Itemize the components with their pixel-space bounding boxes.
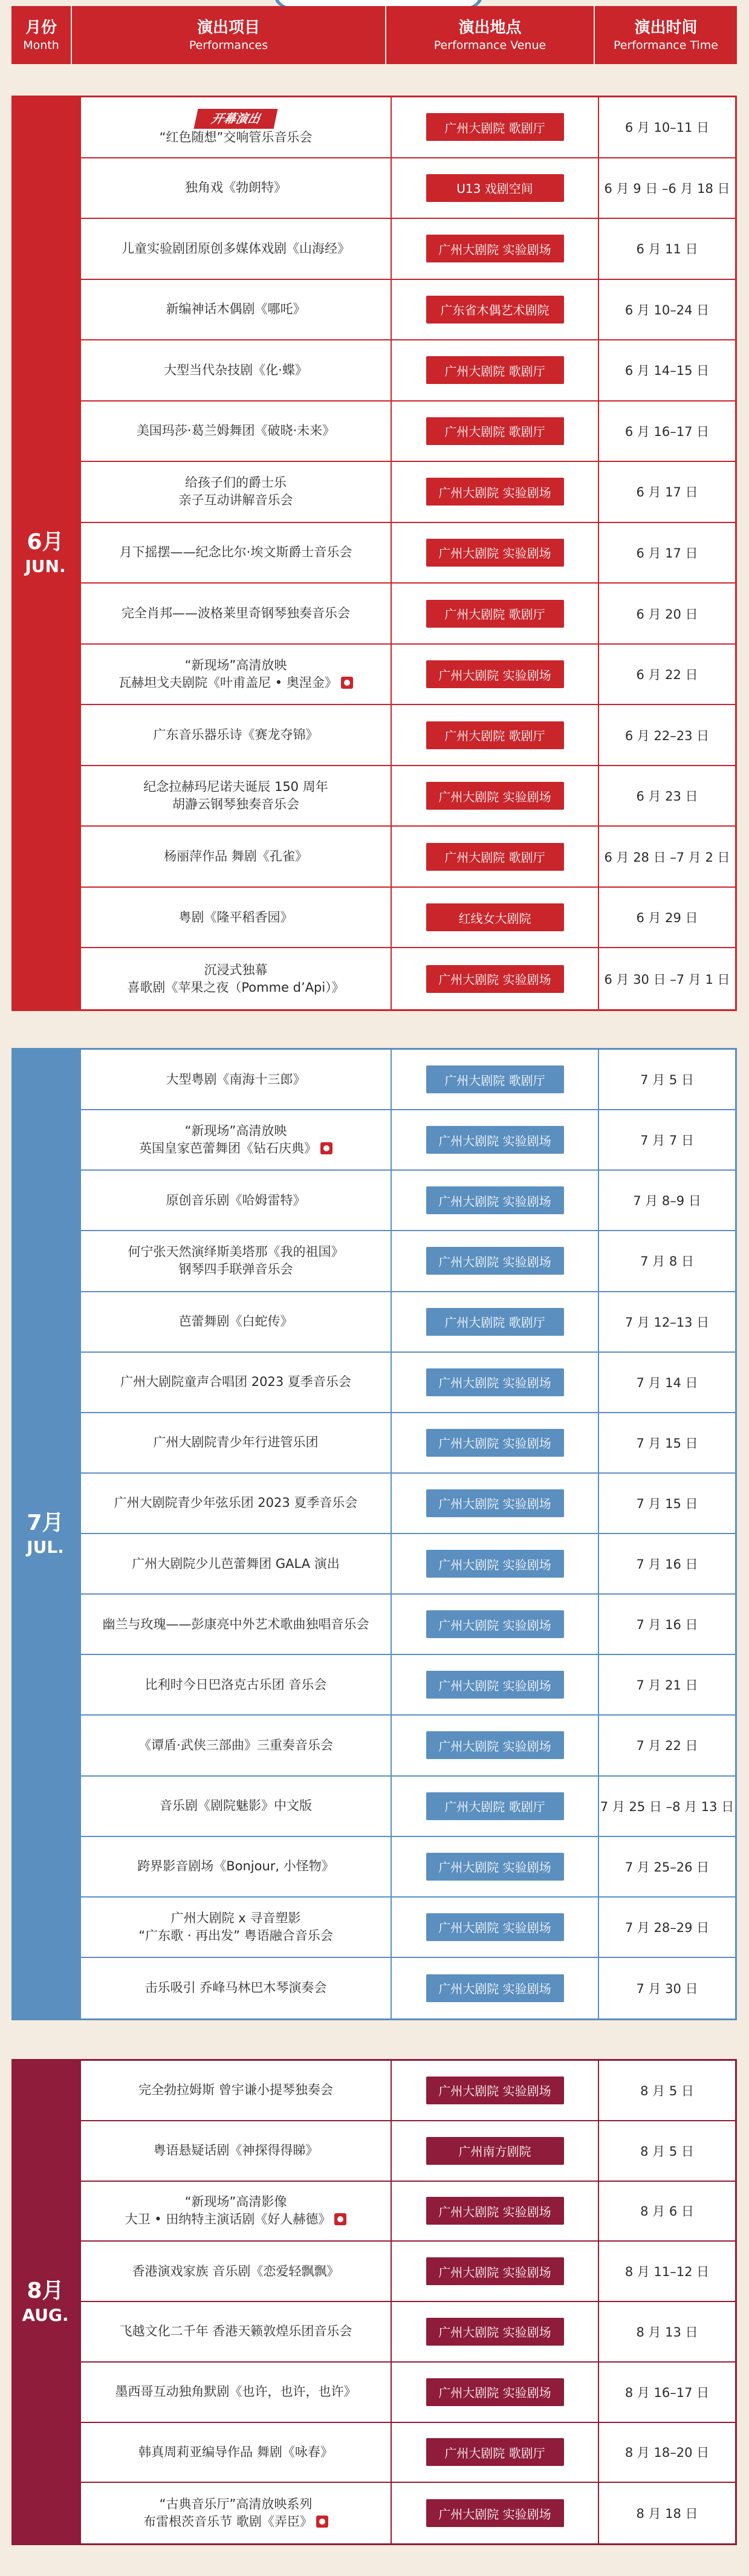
performance-time: 7 月 21 日 bbox=[636, 1678, 698, 1693]
header-time: 演出时间 Performance Time bbox=[614, 19, 718, 52]
performance-line: “红色随想”交响管乐音乐会 bbox=[159, 130, 313, 145]
performance-time: 6 月 9 日 –6 月 18 日 bbox=[604, 181, 730, 196]
performance-time: 6 月 16–17 日 bbox=[624, 424, 710, 439]
table-row[interactable] bbox=[81, 1110, 735, 1171]
performance-line: 飞越文化二千年 香港天籁敦煌乐团音乐会 bbox=[119, 2324, 352, 2339]
performance-title bbox=[81, 584, 391, 643]
performance-title bbox=[81, 1171, 391, 1230]
venue-cell bbox=[391, 948, 599, 1009]
table-row[interactable] bbox=[81, 1353, 735, 1413]
performance-line: 大型粤剧《南海十三郎》 bbox=[166, 1072, 306, 1087]
performance-line: “新现场”高清影像 bbox=[184, 2194, 287, 2210]
performance-title bbox=[81, 2182, 391, 2241]
performance-line: 大卫 • 田纳特主演话剧《好人赫德》 bbox=[125, 2211, 347, 2228]
venue-cell bbox=[391, 340, 599, 400]
performance-line: “新现场”高清放映 bbox=[184, 658, 287, 673]
performance-time: 8 月 13 日 bbox=[636, 2324, 698, 2340]
venue-tag: 广州大剧院 实验剧场 bbox=[426, 539, 564, 567]
venue-cell bbox=[391, 402, 599, 461]
performance-line: 韩真周莉亚编导作品 舞剧《咏春》 bbox=[138, 2444, 333, 2459]
venue-tag: 红线女大剧院 bbox=[426, 903, 564, 931]
venue-tag: 广州大剧院 实验剧场 bbox=[426, 1671, 564, 1699]
performance-line: 何宁张天然演绎斯美塔那《我的祖国》 bbox=[128, 1244, 344, 1260]
performance-line: 亲子互动讲解音乐会 bbox=[178, 493, 293, 508]
performance-title bbox=[81, 766, 391, 826]
table-row[interactable] bbox=[81, 1958, 735, 2018]
table-row[interactable] bbox=[81, 2423, 735, 2483]
performance-line: 广州大剧院青少年行进管乐团 bbox=[153, 1435, 319, 1450]
performance-line: 粤剧《隆平稻香园》 bbox=[178, 909, 293, 925]
venue-tag: 广州大剧院 实验剧场 bbox=[426, 1429, 564, 1457]
month-label-zh: 7月 bbox=[27, 1511, 64, 1535]
performance-time: 6 月 22–23 日 bbox=[624, 728, 710, 743]
performance-time: 7 月 8–9 日 bbox=[633, 1194, 701, 1209]
performance-title bbox=[81, 1110, 391, 1169]
venue-tag: 广州大剧院 实验剧场 bbox=[426, 1913, 564, 1941]
table-row[interactable] bbox=[81, 645, 735, 706]
performance-time: 7 月 15 日 bbox=[636, 1436, 698, 1451]
live-broadcast-icon bbox=[316, 2516, 328, 2528]
performance-title bbox=[81, 1050, 391, 1109]
performance-time: 8 月 16–17 日 bbox=[624, 2385, 710, 2400]
venue-tag: 广州大剧院 歌剧厅 bbox=[426, 1308, 564, 1336]
venue-tag: 广州大剧院 歌剧厅 bbox=[426, 1792, 564, 1820]
venue-tag: 广州大剧院 实验剧场 bbox=[426, 2378, 564, 2406]
venue-tag: 广州大剧院 实验剧场 bbox=[426, 1853, 564, 1881]
table-row[interactable] bbox=[81, 2302, 735, 2363]
performance-time: 7 月 30 日 bbox=[636, 1981, 698, 1996]
venue-cell bbox=[391, 1292, 599, 1351]
venue-cell bbox=[391, 1413, 599, 1472]
performance-line: 月下摇摆——纪念比尔·埃文斯爵士音乐会 bbox=[119, 545, 352, 560]
performance-time: 6 月 14–15 日 bbox=[624, 363, 710, 379]
performance-line: 粤语悬疑话剧《神探得得睇》 bbox=[153, 2143, 319, 2158]
performance-time: 7 月 22 日 bbox=[636, 1738, 698, 1754]
table-row[interactable] bbox=[81, 97, 735, 158]
performance-line: 给孩子们的爵士乐 bbox=[185, 475, 287, 490]
performance-line: 杨丽萍作品 舞剧《孔雀》 bbox=[164, 849, 308, 864]
table-row[interactable] bbox=[81, 888, 735, 949]
table-row[interactable] bbox=[81, 1534, 735, 1595]
opening-badge: 开幕演出 bbox=[193, 109, 277, 129]
venue-tag: 广州大剧院 歌剧厅 bbox=[426, 721, 564, 749]
performance-title bbox=[81, 158, 391, 218]
venue-cell bbox=[391, 888, 599, 948]
performance-title bbox=[81, 645, 391, 704]
venue-cell bbox=[391, 1958, 599, 2018]
performance-title bbox=[81, 340, 391, 400]
performance-line: 独角戏《勃朗特》 bbox=[185, 180, 287, 195]
table-header bbox=[11, 6, 737, 64]
table-row[interactable] bbox=[81, 2182, 735, 2242]
table-row[interactable] bbox=[81, 1231, 735, 1292]
performance-line: 击乐吸引 乔峰马林巴木琴演奏会 bbox=[144, 1980, 327, 1995]
venue-cell bbox=[391, 2182, 599, 2241]
rows-container bbox=[79, 1048, 737, 2020]
performance-line: 英国皇家芭蕾舞团《钻石庆典》 bbox=[139, 1140, 332, 1157]
venue-cell bbox=[391, 2483, 599, 2543]
table-row[interactable] bbox=[81, 523, 735, 584]
performance-title bbox=[81, 1474, 391, 1533]
venue-cell bbox=[391, 1474, 599, 1533]
header-performances: 演出项目 Performances bbox=[72, 6, 386, 64]
venue-cell bbox=[391, 158, 599, 218]
performance-title bbox=[81, 1958, 391, 2018]
performance-title bbox=[81, 1655, 391, 1714]
venue-tag: 广州大剧院 实验剧场 bbox=[426, 1550, 564, 1578]
table-row[interactable] bbox=[81, 462, 735, 523]
venue-cell bbox=[391, 1534, 599, 1593]
table-row[interactable] bbox=[81, 280, 735, 341]
venue-tag: 广州大剧院 实验剧场 bbox=[426, 2077, 564, 2104]
table-row[interactable] bbox=[81, 2242, 735, 2302]
performance-title bbox=[81, 1353, 391, 1412]
performance-time: 7 月 25 日 –8 月 13 日 bbox=[600, 1799, 734, 1814]
performance-time: 6 月 29 日 bbox=[636, 911, 698, 926]
venue-cell bbox=[391, 2363, 599, 2422]
table-row[interactable] bbox=[81, 1595, 735, 1655]
performance-title bbox=[81, 280, 391, 340]
performance-line: 胡瀞云钢琴独奏音乐会 bbox=[172, 797, 299, 812]
performance-line: 布雷根茨音乐节 歌剧《弄臣》 bbox=[143, 2513, 328, 2531]
performance-title bbox=[81, 1534, 391, 1593]
performance-title bbox=[81, 1292, 391, 1351]
performance-line: 广州大剧院 x 寻音塑影 bbox=[170, 1910, 301, 1925]
venue-cell bbox=[391, 462, 599, 522]
table-row[interactable] bbox=[81, 1898, 735, 1958]
table-row[interactable] bbox=[81, 340, 735, 402]
venue-cell bbox=[391, 1837, 599, 1896]
venue-tag: 广州大剧院 实验剧场 bbox=[426, 2197, 564, 2225]
table-row[interactable] bbox=[81, 2363, 735, 2423]
table-row[interactable] bbox=[81, 948, 735, 1009]
venue-tag: 广州大剧院 实验剧场 bbox=[426, 1368, 564, 1396]
venue-cell bbox=[391, 1353, 599, 1412]
performance-time: 7 月 5 日 bbox=[640, 1073, 694, 1088]
performance-line: 广东音乐器乐诗《赛龙夺锦》 bbox=[153, 727, 319, 743]
month-label-en: JUN. bbox=[25, 556, 66, 576]
performance-time: 6 月 11 日 bbox=[636, 242, 698, 257]
table-row[interactable] bbox=[81, 402, 735, 463]
performance-title bbox=[81, 705, 391, 765]
performance-line: 纪念拉赫玛尼诺夫诞辰 150 周年 bbox=[143, 779, 328, 795]
performance-line: 幽兰与玫瑰——彭康亮中外艺术歌曲独唱音乐会 bbox=[102, 1616, 369, 1631]
performance-time: 7 月 12–13 日 bbox=[624, 1315, 710, 1330]
performance-time: 6 月 17 日 bbox=[636, 545, 698, 561]
venue-tag: 广州大剧院 歌剧厅 bbox=[426, 417, 564, 445]
performance-line: 芭蕾舞剧《白蛇传》 bbox=[178, 1314, 293, 1329]
month-label bbox=[11, 2059, 79, 2545]
performance-title bbox=[81, 827, 391, 886]
performance-line: 广州大剧院青少年弦乐团 2023 夏季音乐会 bbox=[114, 1495, 358, 1511]
performance-time: 7 月 16 日 bbox=[636, 1618, 698, 1633]
venue-tag: 广州大剧院 实验剧场 bbox=[426, 2257, 564, 2285]
live-broadcast-icon bbox=[341, 677, 353, 689]
table-row[interactable] bbox=[81, 2061, 735, 2121]
performance-title bbox=[81, 2423, 391, 2482]
performance-line: “广东歌 · 再出发” 粤语融合音乐会 bbox=[138, 1928, 333, 1943]
performance-time: 6 月 28 日 –7 月 2 日 bbox=[604, 850, 730, 865]
table-row[interactable] bbox=[81, 827, 735, 888]
venue-tag: 广州大剧院 实验剧场 bbox=[426, 1489, 564, 1517]
performance-time: 6 月 22 日 bbox=[636, 668, 698, 683]
table-row[interactable] bbox=[81, 219, 735, 280]
performance-line: 沉浸式独幕 bbox=[204, 962, 268, 977]
performance-line: 《谭盾·武侠三部曲》三重奏音乐会 bbox=[138, 1737, 333, 1752]
venue-tag: 广州大剧院 实验剧场 bbox=[426, 1610, 564, 1638]
performance-time: 7 月 16 日 bbox=[636, 1557, 698, 1572]
month-label-zh: 8月 bbox=[27, 2278, 64, 2303]
table-row[interactable] bbox=[81, 1171, 735, 1231]
performance-line: 完全肖邦——波格莱里奇钢琴独奏音乐会 bbox=[122, 606, 350, 621]
venue-tag: 广州大剧院 实验剧场 bbox=[426, 2499, 564, 2527]
table-row[interactable] bbox=[81, 1777, 735, 1837]
venue-cell bbox=[391, 2061, 599, 2120]
performance-title bbox=[81, 462, 391, 522]
performance-time: 8 月 6 日 bbox=[640, 2204, 694, 2219]
table-row[interactable] bbox=[81, 766, 735, 827]
performance-line: 跨界影音剧场《Bonjour, 小怪物》 bbox=[137, 1859, 334, 1874]
performance-title bbox=[81, 97, 391, 157]
venue-cell bbox=[391, 645, 599, 704]
performance-time: 7 月 15 日 bbox=[636, 1496, 698, 1511]
performance-line: 音乐剧《剧院魅影》中文版 bbox=[160, 1798, 312, 1813]
performance-title bbox=[81, 2302, 391, 2361]
performance-line: 美国玛莎·葛兰姆舞团《破晓·未来》 bbox=[136, 423, 336, 438]
venue-tag: 广州大剧院 实验剧场 bbox=[426, 1186, 564, 1214]
performance-time: 6 月 20 日 bbox=[636, 607, 698, 622]
table-row[interactable] bbox=[81, 1837, 735, 1898]
section-june bbox=[11, 96, 737, 1011]
performance-line: 广州大剧院童声合唱团 2023 夏季音乐会 bbox=[120, 1374, 351, 1390]
header-month: 月份 Month bbox=[11, 6, 72, 64]
rows-container bbox=[79, 96, 737, 1011]
table-row[interactable] bbox=[81, 1655, 735, 1716]
performance-line: 新编神话木偶剧《哪吒》 bbox=[166, 302, 306, 317]
performance-time: 6 月 30 日 –7 月 1 日 bbox=[604, 972, 730, 987]
performance-title bbox=[81, 2121, 391, 2181]
performance-title bbox=[81, 1777, 391, 1836]
venue-tag: 广州大剧院 歌剧厅 bbox=[426, 600, 564, 628]
table-row[interactable] bbox=[81, 2121, 735, 2182]
performance-line: 完全勃拉姆斯 曾宇谦小提琴独奏会 bbox=[138, 2083, 333, 2098]
venue-tag: 广州大剧院 实验剧场 bbox=[426, 1974, 564, 2002]
performance-line: “新现场”高清放映 bbox=[184, 1124, 287, 1139]
performance-title bbox=[81, 219, 391, 279]
venue-cell bbox=[391, 1171, 599, 1230]
header-venue: 演出地点 Performance Venue bbox=[386, 6, 595, 64]
performance-line: “古典音乐厅”高清放映系列 bbox=[159, 2497, 313, 2512]
performance-time: 7 月 14 日 bbox=[636, 1375, 698, 1390]
venue-tag: U13 戏剧空间 bbox=[426, 174, 564, 202]
performance-time: 6 月 10–11 日 bbox=[624, 120, 710, 135]
performance-time: 7 月 25–26 日 bbox=[624, 1859, 710, 1875]
performance-title bbox=[81, 2061, 391, 2120]
performance-line: 喜歌剧《苹果之夜（Pomme d’Api）》 bbox=[127, 980, 345, 995]
performance-line: 大型当代杂技剧《化·蝶》 bbox=[164, 362, 308, 377]
table-row[interactable] bbox=[81, 1716, 735, 1776]
venue-cell bbox=[391, 1898, 599, 1957]
performance-line: 原创音乐剧《哈姆雷特》 bbox=[166, 1192, 306, 1208]
performance-time: 7 月 7 日 bbox=[640, 1133, 694, 1148]
performance-title bbox=[81, 1595, 391, 1654]
performance-title bbox=[81, 2483, 391, 2543]
performance-title bbox=[81, 1837, 391, 1896]
venue-cell bbox=[391, 1231, 599, 1290]
venue-cell bbox=[391, 1716, 599, 1775]
performance-time: 7 月 8 日 bbox=[640, 1254, 694, 1269]
table-row[interactable] bbox=[81, 705, 735, 766]
venue-tag: 广州南方剧院 bbox=[426, 2137, 564, 2165]
venue-cell bbox=[391, 1110, 599, 1169]
month-label-zh: 6月 bbox=[27, 530, 64, 555]
performance-title bbox=[81, 1413, 391, 1472]
performance-time: 8 月 5 日 bbox=[640, 2083, 694, 2098]
performance-line: 墨西哥互动独角默剧《也许，也许，也许》 bbox=[115, 2384, 357, 2399]
performance-time: 7 月 28–29 日 bbox=[624, 1920, 710, 1935]
performance-time: 8 月 18–20 日 bbox=[624, 2445, 710, 2461]
performance-time: 8 月 18 日 bbox=[636, 2506, 698, 2522]
venue-tag: 广州大剧院 歌剧厅 bbox=[426, 843, 564, 871]
live-broadcast-icon bbox=[320, 1142, 332, 1154]
month-label-en: AUG. bbox=[22, 2305, 69, 2325]
venue-cell bbox=[391, 2121, 599, 2181]
venue-tag: 广州大剧院 实验剧场 bbox=[426, 1126, 564, 1154]
performance-time: 6 月 10–24 日 bbox=[624, 302, 710, 317]
rows-container bbox=[79, 2059, 737, 2545]
venue-tag: 广州大剧院 实验剧场 bbox=[426, 782, 564, 810]
venue-tag: 广州大剧院 歌剧厅 bbox=[426, 2438, 564, 2466]
month-label bbox=[11, 96, 79, 1011]
performance-title bbox=[81, 2363, 391, 2422]
venue-cell bbox=[391, 2302, 599, 2361]
venue-cell bbox=[391, 1655, 599, 1714]
table-row[interactable] bbox=[81, 1413, 735, 1474]
venue-cell bbox=[391, 705, 599, 765]
table-row[interactable] bbox=[81, 1292, 735, 1353]
performance-title bbox=[81, 1231, 391, 1290]
table-row[interactable] bbox=[81, 1474, 735, 1534]
venue-cell bbox=[391, 1777, 599, 1836]
venue-tag: 广州大剧院 实验剧场 bbox=[426, 235, 564, 262]
month-label bbox=[11, 1048, 79, 2020]
performance-line: 香港演戏家族 音乐剧《恋爱轻飘飘》 bbox=[132, 2263, 340, 2278]
performance-title bbox=[81, 888, 391, 948]
venue-cell bbox=[391, 1050, 599, 1109]
performance-title bbox=[81, 523, 391, 583]
performance-title bbox=[81, 1716, 391, 1775]
venue-tag: 广州大剧院 实验剧场 bbox=[426, 660, 564, 688]
month-label-en: JUL. bbox=[27, 1537, 64, 1557]
table-row[interactable] bbox=[81, 2483, 735, 2543]
performance-time: 8 月 11–12 日 bbox=[624, 2265, 710, 2280]
performance-title bbox=[81, 948, 391, 1009]
section-august bbox=[11, 2059, 737, 2545]
venue-cell bbox=[391, 2423, 599, 2482]
performance-title bbox=[81, 1898, 391, 1957]
performance-line: 儿童实验剧团原创多媒体戏剧《山海经》 bbox=[122, 241, 350, 256]
venue-cell bbox=[391, 219, 599, 279]
venue-tag: 广州大剧院 歌剧厅 bbox=[426, 1065, 564, 1093]
venue-cell bbox=[391, 827, 599, 886]
venue-tag: 广州大剧院 实验剧场 bbox=[426, 478, 564, 506]
venue-cell bbox=[391, 1595, 599, 1654]
performance-line: 广州大剧院少儿芭蕾舞团 GALA 演出 bbox=[132, 1556, 340, 1571]
table-row[interactable] bbox=[81, 158, 735, 220]
live-broadcast-icon bbox=[334, 2213, 346, 2225]
venue-cell bbox=[391, 523, 599, 583]
venue-tag: 广州大剧院 实验剧场 bbox=[426, 2318, 564, 2346]
venue-tag: 广州大剧院 实验剧场 bbox=[426, 965, 564, 993]
venue-cell bbox=[391, 97, 599, 157]
venue-cell bbox=[391, 2242, 599, 2301]
performance-title bbox=[81, 2242, 391, 2301]
venue-cell bbox=[391, 766, 599, 826]
performance-title bbox=[81, 402, 391, 461]
performance-line: 瓦赫坦戈夫剧院《叶甫盖尼 • 奥涅金》 bbox=[118, 674, 353, 692]
performance-time: 6 月 17 日 bbox=[636, 485, 698, 500]
performance-time: 8 月 5 日 bbox=[640, 2144, 694, 2159]
venue-tag: 广东省木偶艺术剧院 bbox=[426, 296, 564, 324]
venue-tag: 广州大剧院 实验剧场 bbox=[426, 1731, 564, 1759]
venue-cell bbox=[391, 584, 599, 643]
venue-tag: 广州大剧院 歌剧厅 bbox=[426, 113, 564, 141]
venue-cell bbox=[391, 280, 599, 340]
table-row[interactable] bbox=[81, 584, 735, 645]
venue-tag: 广州大剧院 实验剧场 bbox=[426, 1247, 564, 1275]
table-row[interactable] bbox=[81, 1050, 735, 1110]
section-july bbox=[11, 1048, 737, 2020]
venue-tag: 广州大剧院 歌剧厅 bbox=[426, 356, 564, 384]
performance-line: 比利时今日巴洛克古乐团 音乐会 bbox=[144, 1677, 327, 1692]
performance-time: 6 月 23 日 bbox=[636, 789, 698, 804]
performance-line: 钢琴四手联弹音乐会 bbox=[178, 1262, 293, 1277]
